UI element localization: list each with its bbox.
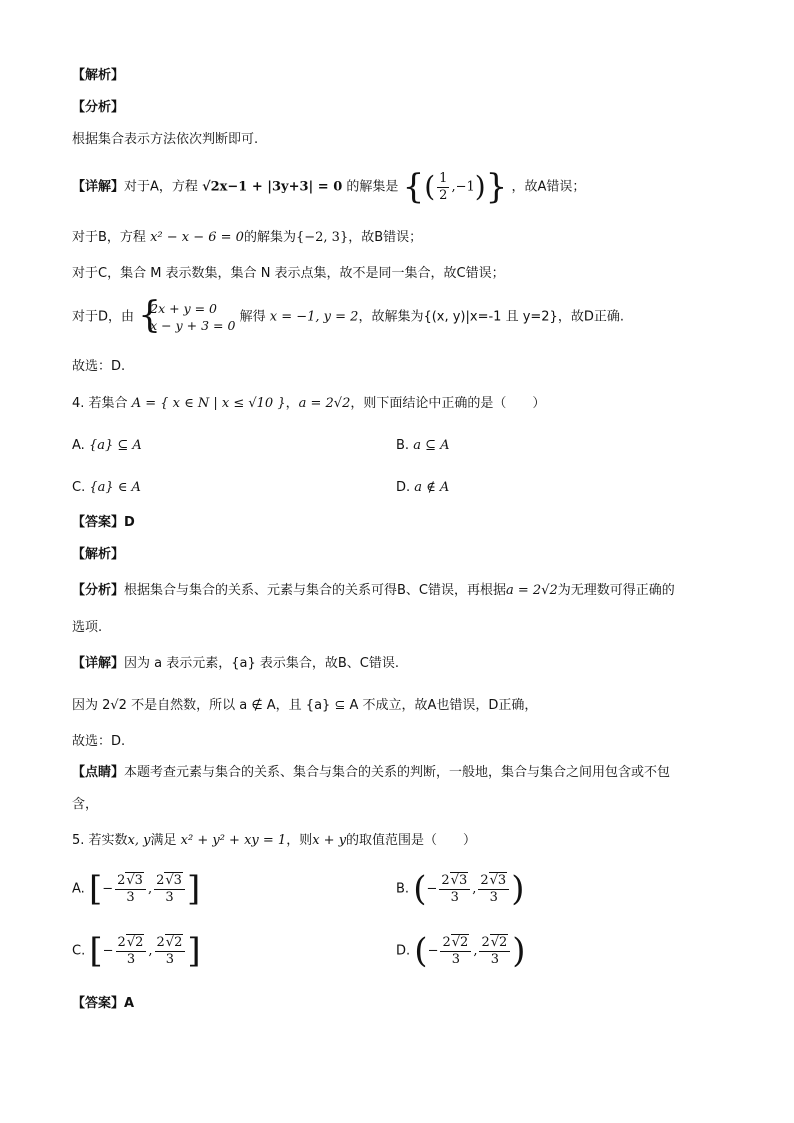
q5-stem-mid2: ，则 [286, 833, 313, 848]
option-text: a ⊆ A [413, 438, 450, 453]
minus-sign: − [102, 881, 114, 897]
after-fraction: ,−1 [451, 179, 475, 195]
comma: , [472, 881, 477, 897]
option-text: a ∉ A [414, 480, 450, 495]
interval-right: ) [511, 869, 525, 909]
interval-left: ( [413, 869, 427, 909]
num-prefix: 2 [441, 872, 450, 888]
radical: √3 [165, 872, 182, 888]
q4-fenxi [72, 582, 675, 600]
fenxi-tag: 【分析】 [72, 583, 125, 598]
q5-option-c [72, 931, 201, 971]
q4-option-b [396, 437, 450, 455]
detail-b-pre: 对于B，方程 [72, 230, 146, 245]
q5-stem-mid: 满足 [150, 833, 177, 848]
detail-line-c: 对于C，集合 M 表示数集，集合 N 表示点集，故不是同一集合，故C错误； [72, 266, 505, 281]
equation-system [138, 295, 236, 336]
q4-option-a [72, 437, 142, 455]
dianjing-tag: 【点睛】 [72, 765, 125, 780]
q4-stem-set: A = { x ∈ N | x ≤ √10 } [131, 396, 286, 411]
system-brace: { [138, 295, 162, 336]
denominator: 3 [489, 889, 498, 905]
q4-comma: ， [285, 396, 299, 411]
fraction-denominator: 2 [439, 187, 448, 203]
fraction-numerator: 1 [439, 170, 448, 186]
num-prefix: 2 [117, 872, 126, 888]
option-label: D. [396, 943, 411, 959]
option-label: B. [396, 438, 410, 453]
q4-stem-pre: 4. 若集合 [72, 396, 128, 411]
paren-left: ( [424, 170, 436, 203]
detail-a-mid: 的解集是 [346, 179, 399, 195]
detail-d-post: ，故解集为{(x, y)|x=-1 且 y=2}，故D正确. [358, 309, 624, 325]
q4-dianjing-cont: 含， [72, 797, 99, 812]
fraction-half [437, 171, 449, 204]
detail-a-post: ，故A错误； [511, 179, 586, 195]
q5-stem-expr: x + y [312, 833, 347, 848]
interval-right: ] [187, 931, 201, 971]
num-prefix: 2 [442, 934, 451, 950]
radical: √2 [165, 934, 183, 950]
detail-tag: 【详解】 [72, 179, 125, 195]
num-prefix: 2 [156, 934, 165, 950]
option-label: C. [72, 943, 86, 959]
system-eq-1: 2x + y = 0 [150, 301, 218, 316]
fraction [439, 873, 470, 906]
denominator: 3 [450, 889, 459, 905]
num-prefix: 2 [480, 872, 489, 888]
radical: √2 [490, 934, 508, 950]
fraction [479, 935, 510, 968]
denominator: 3 [126, 889, 135, 905]
comma: , [148, 943, 153, 959]
interval-right: ] [186, 869, 201, 909]
q5-stem-vars: x, y [127, 833, 151, 848]
option-label: A. [72, 881, 85, 897]
system-eq-2: x − y + 3 = 0 [150, 318, 236, 333]
num-prefix: 2 [117, 934, 126, 950]
q4-detail-text: 因为 a 表示元素，{a} 表示集合，故B、C错误. [124, 656, 400, 671]
minus-sign: − [426, 881, 438, 897]
q5-stem [72, 832, 476, 850]
option-text: {a} ⊆ A [88, 438, 142, 453]
denominator: 3 [165, 889, 174, 905]
detail-line-a [72, 167, 586, 207]
fraction [116, 935, 147, 968]
radical: √2 [451, 934, 469, 950]
section-jiexi: 【解析】 [72, 68, 125, 83]
q4-fenxi-cont: 选项. [72, 620, 103, 635]
q5-option-a [72, 869, 201, 909]
option-label: C. [72, 480, 86, 495]
interval-right: ) [512, 931, 526, 971]
detail-b-post: ，故B错误； [348, 230, 423, 245]
detail-b-set: {−2, 3} [295, 230, 349, 245]
q4-option-c [72, 479, 141, 497]
interval-left: ( [414, 931, 428, 971]
comma: , [147, 881, 153, 897]
q5-stem-post: 的取值范围是（ ） [346, 833, 477, 848]
q5-option-b [396, 869, 525, 909]
fenxi-math: a = 2√2 [506, 583, 558, 598]
interval-left: [ [89, 931, 103, 971]
q5-option-d [396, 931, 526, 971]
option-text: {a} ∈ A [89, 480, 141, 495]
fenxi-text-1: 根据集合与集合的关系、元素与集合的关系可得B、C错误，再根据 [124, 583, 507, 598]
dianjing-text-1: 本题考查元素与集合的关系、集合与集合的关系的判断，一般地，集合与集合之间用包含或不包 [124, 765, 671, 780]
denominator: 3 [165, 951, 175, 967]
detail-line-b [72, 229, 422, 247]
q4-detail [72, 655, 399, 673]
q4-option-d [396, 479, 449, 497]
detail-tag: 【详解】 [72, 656, 125, 671]
detail-b-mid: 的解集为 [243, 230, 296, 245]
detail-line-d [72, 295, 624, 336]
fraction [115, 873, 146, 906]
q5-answer: 【答案】A [72, 996, 135, 1011]
detail-d-pre: 对于D，由 [72, 309, 135, 325]
set-brace-right: } [485, 167, 508, 207]
q4-stem [72, 395, 545, 413]
detail-d-mid: 解得 [239, 309, 266, 325]
denominator: 3 [451, 951, 461, 967]
q4-dianjing [72, 764, 670, 782]
detail-b-equation: x² − x − 6 = 0 [150, 230, 244, 245]
q4-detail-2: 因为 2√2 不是自然数，所以 a ∉ A，且 {a} ⊆ A 不成立，故A也错误，D正确， [72, 698, 538, 713]
num-prefix: 2 [481, 934, 490, 950]
radical: √3 [126, 872, 143, 888]
q4-stem-post: ，则下面结论中正确的是（ ） [350, 396, 546, 411]
q4-stem-a: a = 2√2 [298, 396, 351, 411]
denominator: 3 [490, 951, 500, 967]
q4-answer: 【答案】D [72, 515, 135, 530]
fenxi-text-2: 为无理数可得正确的 [557, 583, 675, 598]
option-label: A. [72, 438, 85, 453]
section-fenxi: 【分析】 [72, 100, 125, 115]
option-label: B. [396, 881, 410, 897]
paren-right: ) [474, 170, 486, 203]
q4-jiexi: 【解析】 [72, 547, 125, 562]
fraction [155, 935, 186, 968]
q5-stem-eq: x² + y² + xy = 1 [180, 833, 287, 848]
choose-1: 故选：D. [72, 359, 126, 374]
detail-a-pre: 对于A，方程 [124, 179, 198, 195]
fraction [440, 935, 471, 968]
fraction [154, 873, 185, 906]
q5-stem-pre: 5. 若实数 [72, 833, 128, 848]
interval-left: [ [88, 869, 103, 909]
comma: , [473, 943, 478, 959]
radical: √3 [450, 872, 468, 888]
radical: √3 [489, 872, 507, 888]
minus-sign: − [102, 943, 114, 959]
option-label: D. [396, 480, 411, 495]
set-brace-left: { [402, 167, 425, 207]
num-prefix: 2 [156, 872, 165, 888]
radical: √2 [126, 934, 144, 950]
minus-sign: − [427, 943, 439, 959]
detail-d-solution: x = −1, y = 2 [269, 309, 359, 325]
detail-a-equation: √2x−1 + |3y+3| = 0 [202, 179, 343, 195]
fraction [478, 873, 509, 906]
q4-choose: 故选：D. [72, 734, 126, 749]
fenxi-text: 根据集合表示方法依次判断即可. [72, 132, 259, 147]
denominator: 3 [126, 951, 136, 967]
